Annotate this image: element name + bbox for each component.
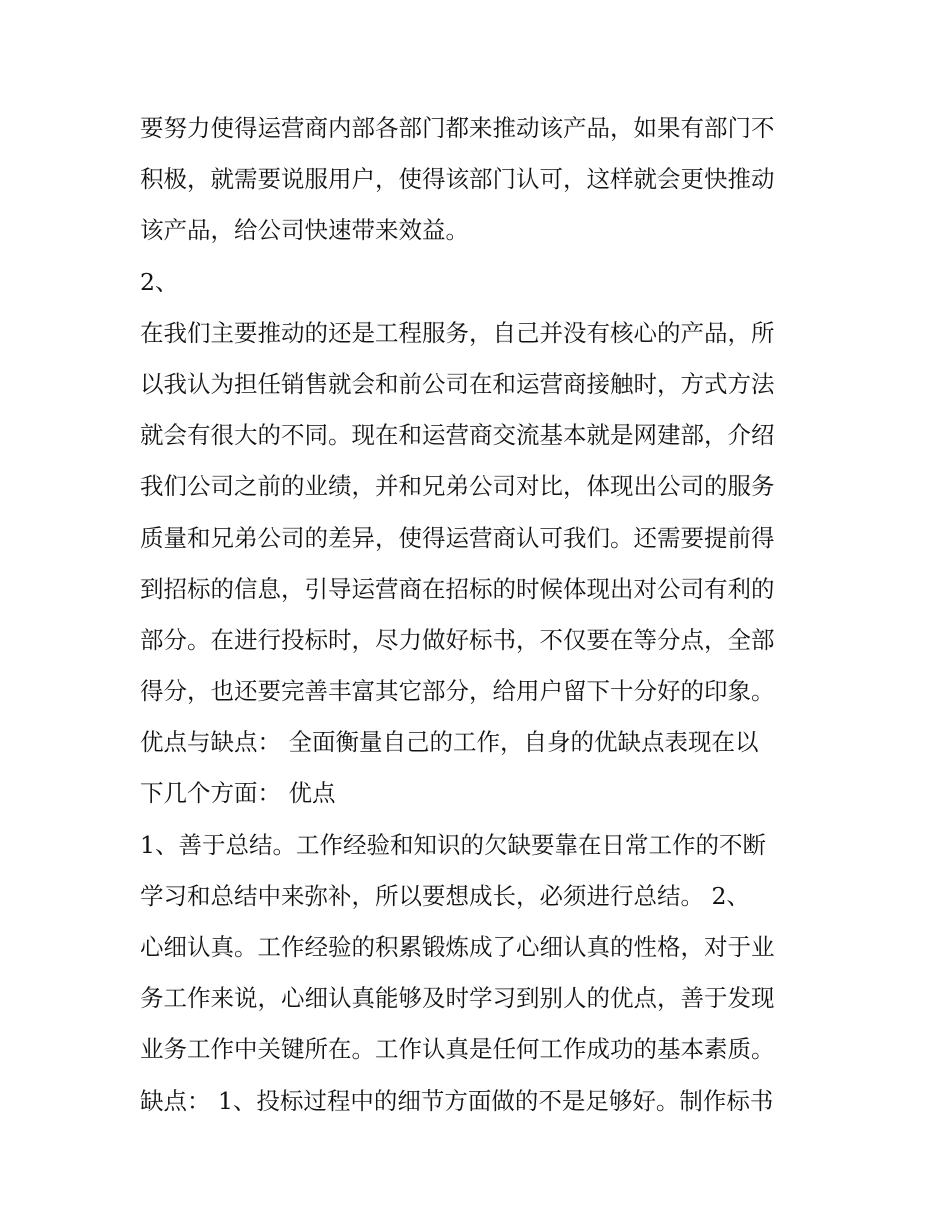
text-line-3: 该产品，给公司快速带来效益。 bbox=[140, 216, 469, 245]
text-line-13: 优点与缺点： 全面衡量自己的工作，自身的优缺点表现在以 bbox=[140, 728, 759, 757]
text-line-8: 我们公司之前的业绩，并和兄弟公司对比，体现出公司的服务 bbox=[140, 472, 775, 501]
text-line-12: 得分，也还要完善丰富其它部分，给用户留下十分好的印象。 bbox=[140, 677, 775, 706]
text-line-6: 以我认为担任销售就会和前公司在和运营商接触时，方式方法 bbox=[140, 369, 775, 398]
text-line-7: 就会有很大的不同。现在和运营商交流基本就是网建部，介绍 bbox=[140, 421, 775, 450]
text-line-11: 部分。在进行投标时，尽力做好标书，不仅要在等分点，全部 bbox=[140, 625, 775, 654]
text-line-9: 质量和兄弟公司的差异，使得运营商认可我们。还需要提前得 bbox=[140, 523, 775, 552]
text-line-17: 心细认真。工作经验的积累锻炼成了心细认真的性格，对于业 bbox=[140, 933, 775, 961]
text-line-20: 缺点： 1、投标过程中的细节方面做的不是足够好。制作标书 bbox=[140, 1086, 774, 1115]
text-line-14: 下几个方面： 优点 bbox=[140, 779, 336, 808]
text-line-16: 学习和总结中来弥补，所以要想成长，必须进行总结。 2、 bbox=[140, 881, 750, 910]
text-line-2: 积极，就需要说服用户，使得该部门认可，这样就会更快推动 bbox=[140, 165, 775, 194]
text-line-18: 务工作来说，心细认真能够及时学习到别人的优点，善于发现 bbox=[140, 984, 775, 1013]
text-line-1: 要努力使得运营商内部各部门都来推动该产品，如果有部门不 bbox=[140, 114, 775, 142]
text-line-19: 业务工作中关键所在。工作认真是任何工作成功的基本素质。 bbox=[140, 1035, 775, 1064]
text-line-15: 1、善于总结。工作经验和知识的欠缺要靠在日常工作的不断 bbox=[140, 830, 766, 859]
body-text bbox=[140, 103, 820, 1127]
text-line-5: 在我们主要推动的还是工程服务，自己并没有核心的产品，所 bbox=[140, 318, 775, 347]
section-number-2: 2、 bbox=[140, 267, 179, 296]
text-line-10: 到招标的信息，引导运营商在招标的时候体现出对公司有利的 bbox=[140, 574, 775, 603]
